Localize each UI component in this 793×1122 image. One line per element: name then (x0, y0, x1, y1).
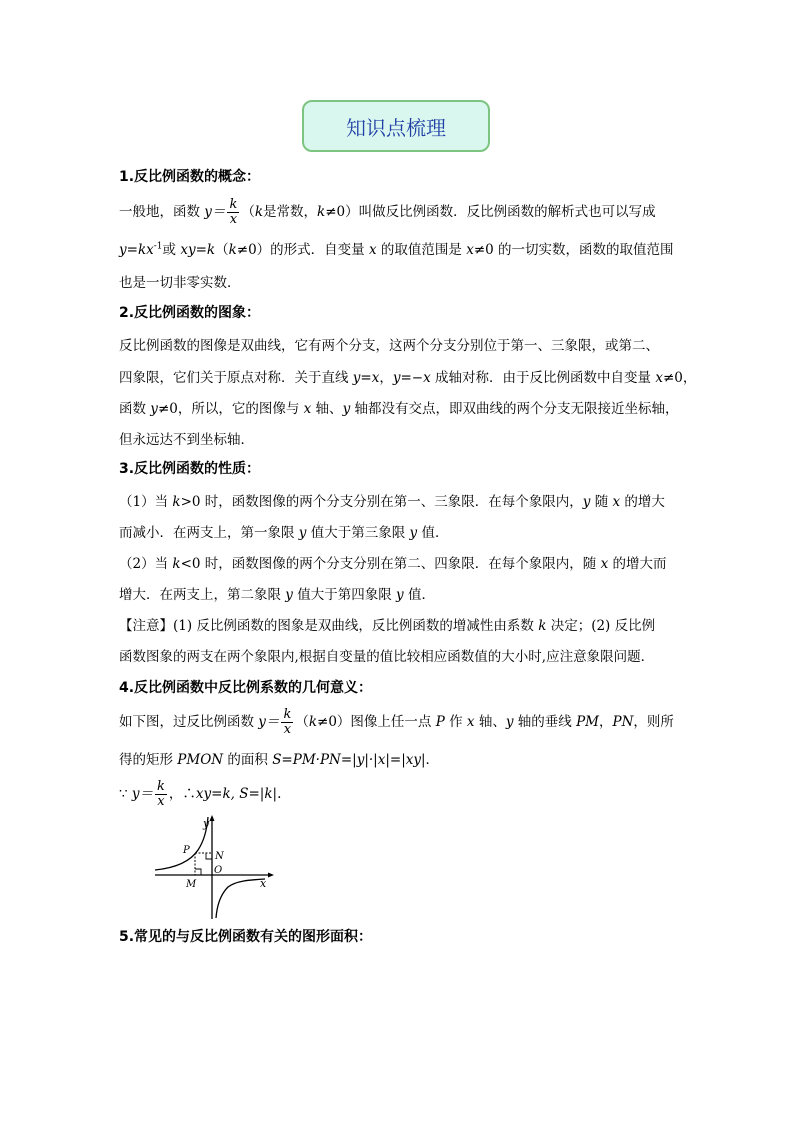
s1-line-2 (119, 238, 679, 258)
math: y＝ (204, 204, 226, 220)
text: 是常数， (263, 204, 318, 220)
text: 四象限，它们关于原点对称．关于直线 (119, 370, 353, 386)
s2-line-4: 但永远达不到坐标轴． (119, 432, 254, 448)
text: ， (598, 714, 613, 730)
text: ≠0）图像上任一点 (317, 714, 436, 730)
math: y (342, 401, 351, 417)
math: x (612, 494, 621, 510)
s4-line-3 (119, 780, 679, 809)
superscript: -1 (153, 241, 163, 252)
math: y (505, 714, 514, 730)
label-y: y (203, 817, 210, 830)
text: 决定；(2) 反比例 (546, 618, 656, 634)
denominator: x (283, 722, 292, 737)
text: （1）当 (119, 494, 173, 510)
page-title: 知识点梳理 (346, 115, 446, 140)
text: 的取值范围是 (376, 242, 467, 258)
text: 一般地，函数 (119, 204, 205, 220)
text: 如下图，过反比例函数 (119, 714, 259, 730)
math: y (150, 401, 158, 417)
s1-line-1 (119, 198, 679, 227)
math: y (396, 587, 404, 603)
label-p: P (183, 845, 190, 856)
math: k (317, 204, 326, 220)
s2-line-1: 反比例函数的图像是双曲线，它有两个分支，这两个分支分别位于第一、三象限，或第二、 (119, 338, 659, 354)
math: PN (612, 714, 634, 730)
numerator: k (283, 707, 292, 722)
y-axis-arrow (210, 815, 215, 821)
math: y=x (352, 370, 380, 386)
math: x (466, 714, 475, 730)
text: （2）当 (119, 556, 173, 572)
text: 值大于第三象限 (306, 525, 410, 541)
text: 的面积 (223, 752, 273, 768)
s2-line-3 (119, 397, 679, 417)
math: y (298, 525, 307, 541)
math: k (228, 242, 237, 258)
text: . (277, 786, 282, 802)
text: ∵ (119, 786, 132, 802)
math: k (538, 618, 547, 634)
text: （ (241, 204, 255, 220)
s4-line-1 (119, 708, 679, 737)
s3-line-4 (119, 583, 679, 603)
text: ≠0， (662, 370, 697, 386)
math: y (409, 525, 418, 541)
text: 轴的垂线 (513, 714, 577, 730)
denominator: x (229, 212, 238, 227)
math: P (435, 714, 445, 730)
section-2-heading: 2.反比例函数的图象： (119, 305, 261, 321)
title-box (302, 100, 490, 152)
math: k (254, 204, 264, 220)
fraction-k-over-x (155, 780, 167, 809)
math: k (172, 556, 181, 572)
math: y=−x (392, 370, 431, 386)
math: PM (576, 714, 599, 730)
math: k (172, 494, 181, 510)
text: 作 (444, 714, 467, 730)
section-1-heading: 1.反比例函数的概念： (119, 169, 261, 185)
text: ≠0 的一切实数，函数的取值范围 (473, 242, 674, 258)
text: 轴都没有交点，即双曲线的两个分支无限接近坐标轴， (350, 401, 679, 417)
text: 随 (590, 494, 613, 510)
math: x (466, 242, 474, 258)
math: y (119, 242, 127, 258)
numerator: k (157, 779, 165, 794)
text: 的增大 (620, 494, 665, 510)
text: ，则所 (633, 714, 674, 730)
fraction-k-over-x (227, 198, 239, 227)
hyperbola-branch-upper (155, 817, 208, 870)
text: 值． (417, 525, 449, 541)
x-axis-arrow (268, 873, 274, 878)
text: 增大．在两支上，第二象限 (119, 587, 286, 603)
label-o: O (214, 865, 223, 876)
math: xy (180, 242, 196, 258)
text: 得的矩形 (119, 752, 178, 768)
math: S=PM·PN=|y|·|x|=|xy| (272, 752, 426, 768)
text: ， (379, 370, 393, 386)
math: x (368, 242, 377, 258)
s3-line-3 (119, 552, 679, 572)
text: = (195, 242, 207, 258)
text: ≠0）的形式．自变量 (236, 242, 369, 258)
section-5-heading: 5.常见的与反比例函数有关的图形面积： (119, 929, 373, 945)
math: y (285, 587, 293, 603)
text: ． (425, 752, 440, 768)
hyperbola-branch-lower (216, 879, 265, 918)
text: <0 时，函数图像的两个分支分别在第二、四象限．在每个象限内，随 (180, 556, 601, 572)
math: PMON (177, 752, 224, 768)
math: kx (137, 242, 154, 258)
s4-line-2 (119, 748, 679, 768)
math: x (303, 401, 312, 417)
text: （ (295, 714, 309, 730)
math: x (600, 556, 609, 572)
math: y (582, 494, 591, 510)
numerator: k (229, 197, 238, 212)
hyperbola-diagram (150, 815, 275, 920)
math: k (206, 242, 216, 258)
math: xy=k, S=|k| (195, 786, 278, 802)
math: k (308, 714, 318, 730)
text: 轴、 (311, 401, 343, 417)
text: 值大于第四象限 (292, 587, 397, 603)
s3-note-line-2: 函数图象的两支在两个象限内,根据自变量的值比较相应函数值的大小时,应注意象限问题． (119, 649, 655, 665)
text: 函数 (119, 401, 151, 417)
text: 轴、 (474, 714, 506, 730)
section-4-heading: 4.反比例函数中反比例系数的几何意义： (119, 680, 373, 696)
text: 而减小．在两支上，第一象限 (119, 525, 299, 541)
fraction-k-over-x (281, 708, 293, 737)
math: x (655, 370, 663, 386)
text: >0 时，函数图像的两个分支分别在第一、三象限．在每个象限内， (180, 494, 583, 510)
text: ≠0，所以，它的图像与 (157, 401, 304, 417)
label-x: x (260, 877, 267, 890)
section-3-heading: 3.反比例函数的性质： (119, 461, 261, 477)
s3-line-2 (119, 521, 679, 541)
math: y＝ (131, 786, 154, 802)
s3-line-1 (119, 490, 679, 510)
text: 的增大而 (608, 556, 667, 572)
denominator: x (157, 794, 165, 809)
s3-note-line-1 (119, 614, 679, 634)
text: = (126, 242, 138, 258)
text: ≠0）叫做反比例函数．反比例函数的解析式也可以写成 (325, 204, 656, 220)
math: y＝ (258, 714, 280, 730)
text: 成轴对称．由于反比例函数中自变量 (430, 370, 656, 386)
label-n: N (215, 851, 224, 862)
text: 值． (403, 587, 435, 603)
text: （ (215, 242, 229, 258)
text: 或 (162, 242, 181, 258)
text: 【注意】(1) 反比例函数的图象是双曲线，反比例函数的增减性由系数 (119, 618, 539, 634)
s2-line-2 (119, 366, 697, 386)
right-angle-m (195, 869, 201, 875)
s1-line-3: 也是一切非零实数． (119, 275, 241, 291)
text: ，∴ (168, 786, 196, 802)
right-angle-n (206, 853, 212, 859)
label-m: M (186, 879, 197, 890)
